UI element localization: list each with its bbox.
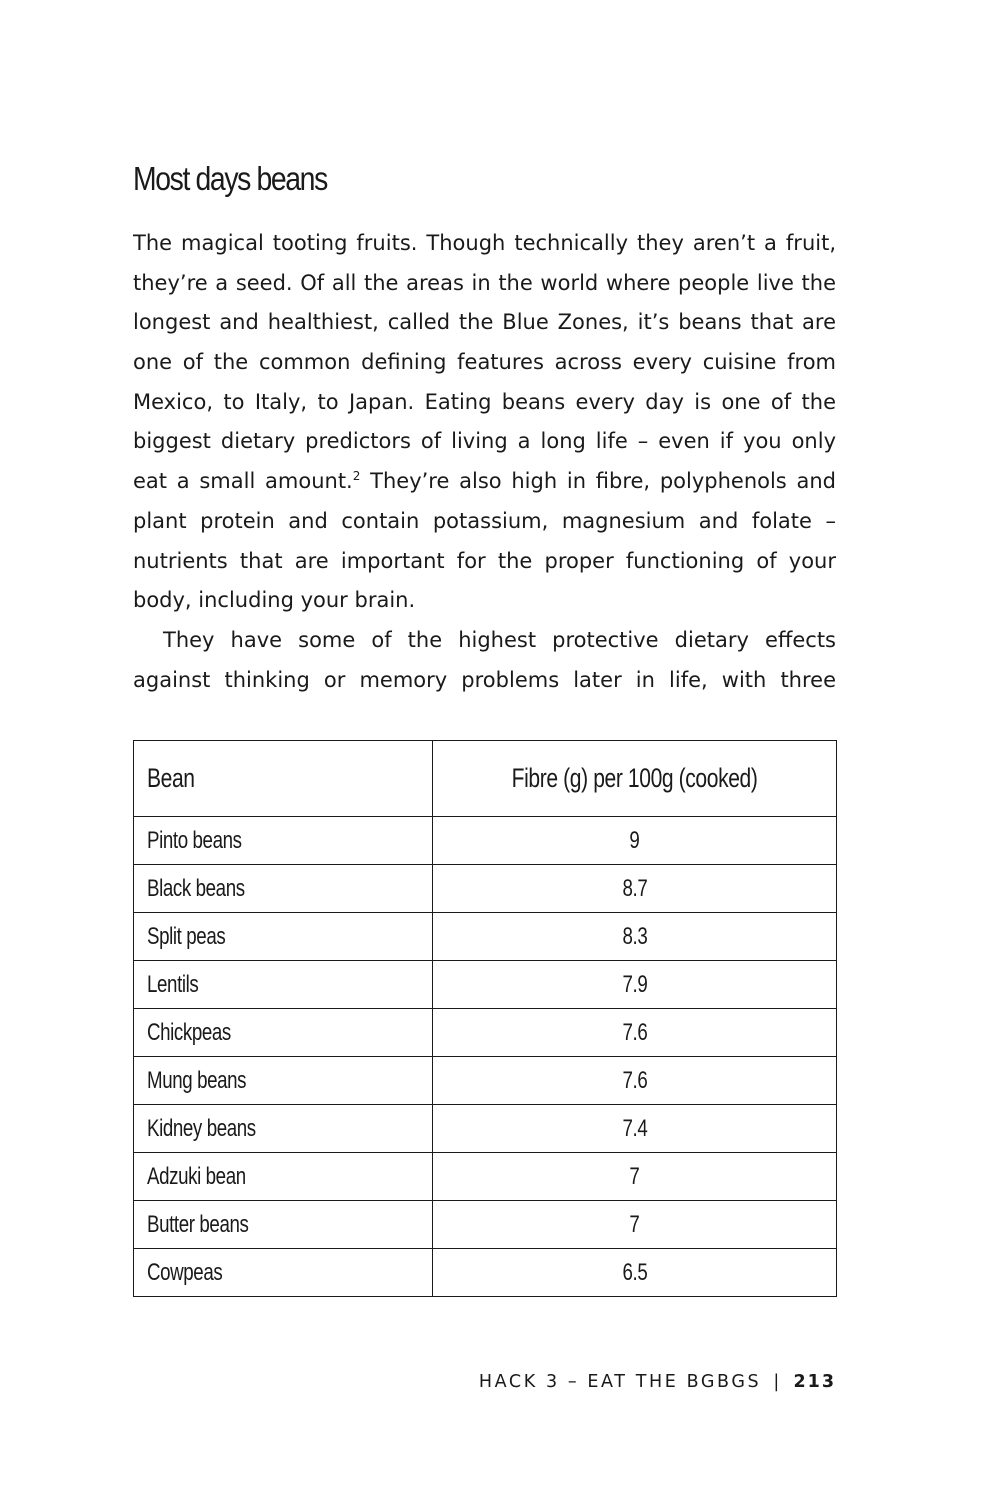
table-row: [134, 961, 837, 1009]
text-line: body, including your brain.: [133, 588, 416, 613]
fibre-cell: [433, 817, 837, 865]
fibre-value: 7.9: [622, 970, 647, 998]
bean-name: Kidney beans: [147, 1114, 256, 1142]
fibre-value: 9: [629, 826, 640, 854]
bean-name: Chickpeas: [147, 1018, 231, 1046]
footnote-marker: 2: [352, 469, 361, 484]
fibre-cell: [433, 1105, 837, 1153]
fibre-cell: [433, 1153, 837, 1201]
bean-name: Lentils: [147, 970, 199, 998]
fibre-value: 8.7: [622, 874, 647, 902]
bean-name: Split peas: [147, 922, 226, 950]
text-line: nutrients that are important for the proper functioning of your: [133, 548, 836, 573]
text-line: biggest dietary predictors of living a long life – even if you only: [133, 429, 836, 454]
table-row: [134, 817, 837, 865]
text-fragment: They’re also high in fibre, polyphenols and: [370, 469, 836, 494]
fibre-cell: [433, 1249, 837, 1297]
table-row: [134, 1009, 837, 1057]
body-paragraph-1: [133, 224, 836, 700]
text-line-with-footnote: [133, 462, 836, 502]
table-row: [134, 1201, 837, 1249]
bean-cell: [134, 1153, 433, 1201]
fibre-cell: [433, 865, 837, 913]
bean-name: Black beans: [147, 874, 245, 902]
text-line: they’re a seed. Of all the areas in the world where people live the: [133, 270, 836, 295]
bean-cell: [134, 1249, 433, 1297]
bean-cell: [134, 1057, 433, 1105]
text-line: Mexico, to Italy, to Japan. Eating beans every day is one of the: [133, 389, 836, 414]
fibre-cell: [433, 1057, 837, 1105]
fibre-value: 7.6: [622, 1018, 647, 1046]
bean-cell: [134, 961, 433, 1009]
fibre-cell: [433, 961, 837, 1009]
fibre-value: 7.4: [622, 1114, 647, 1142]
running-head: HACK 3 – EAT THE BGBGS: [478, 1372, 762, 1392]
bean-cell: [134, 817, 433, 865]
bean-fibre-table: [133, 740, 837, 1297]
table-row: [134, 1057, 837, 1105]
fibre-cell: [433, 913, 837, 961]
table-row: [134, 1153, 837, 1201]
table-row: [134, 913, 837, 961]
text-fragment: eat a small amount.: [133, 469, 353, 494]
text-line: The magical tooting fruits. Though technically they aren’t a fruit,: [133, 231, 836, 255]
page-number: 213: [793, 1372, 836, 1392]
footer-separator: |: [773, 1372, 780, 1392]
bean-cell: [134, 865, 433, 913]
table-row: [134, 1249, 837, 1297]
bean-name: Pinto beans: [147, 826, 242, 854]
table-row: [134, 1105, 837, 1153]
text-line: longest and healthiest, called the Blue Zones, it’s beans that are: [133, 310, 836, 335]
column-header-bean: [134, 741, 433, 817]
table-row: [134, 865, 837, 913]
bean-name: Adzuki bean: [147, 1162, 246, 1190]
header-label: Bean: [147, 763, 195, 793]
bean-cell: [134, 1201, 433, 1249]
bean-cell: [134, 1105, 433, 1153]
fibre-cell: [433, 1009, 837, 1057]
fibre-value: 6.5: [622, 1258, 647, 1286]
fibre-value: 7.6: [622, 1066, 647, 1094]
bean-cell: [134, 1009, 433, 1057]
fibre-value: 7: [629, 1210, 640, 1238]
bean-cell: [134, 913, 433, 961]
bean-name: Butter beans: [147, 1210, 249, 1238]
header-label: Fibre (g) per 100g (cooked): [511, 763, 758, 793]
fibre-cell: [433, 1201, 837, 1249]
fibre-value: 8.3: [622, 922, 647, 950]
fibre-value: 7: [629, 1162, 640, 1190]
page-footer: [479, 1372, 836, 1392]
section-heading: Most days beans: [133, 160, 327, 197]
text-line: against thinking or memory problems later in life, with three: [133, 667, 836, 692]
text-line: one of the common defining features across every cuisine from: [133, 350, 836, 375]
text-line: They have some of the highest protective dietary effects: [163, 627, 836, 652]
bean-name: Cowpeas: [147, 1258, 223, 1286]
table-header-row: [134, 741, 837, 817]
text-line: plant protein and contain potassium, magnesium and folate –: [133, 508, 836, 533]
column-header-fibre: [433, 741, 837, 817]
bean-name: Mung beans: [147, 1066, 247, 1094]
